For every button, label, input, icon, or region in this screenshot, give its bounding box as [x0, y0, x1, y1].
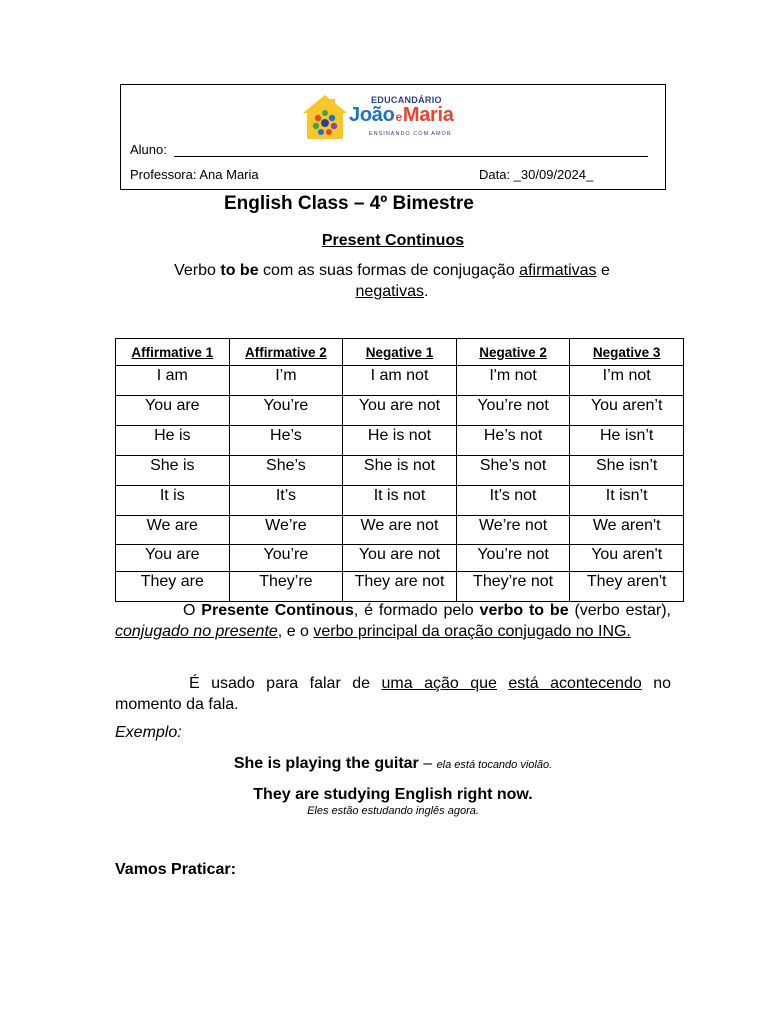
professora-field: Professora: Ana Maria: [130, 167, 259, 182]
table-row: [116, 545, 684, 572]
logo-name-connector: e: [395, 110, 402, 124]
table-row: [116, 486, 684, 516]
table-cell: She isn’t: [570, 456, 684, 486]
table-cell: He is not: [343, 426, 457, 456]
aluno-label: Aluno:: [130, 142, 167, 157]
table-cell: She’s not: [456, 456, 570, 486]
intro-underline: afirmativas: [519, 262, 597, 279]
table-cell: They aren't: [570, 572, 684, 602]
intro-paragraph: [140, 260, 644, 302]
table-cell: It is: [116, 486, 230, 516]
explanation-underline: verbo principal da oração conjugado no ING.: [313, 623, 631, 640]
column-header: Affirmative 2: [229, 339, 343, 366]
table-cell: He’s: [229, 426, 343, 456]
usage-paragraph: [115, 673, 671, 715]
intro-text: .: [424, 283, 429, 300]
example-english: They are studying English right now.: [253, 786, 533, 803]
table-cell: She is: [116, 456, 230, 486]
example-sentence-1: [0, 755, 768, 773]
table-cell: They’re: [229, 572, 343, 602]
intro-text: Verbo: [174, 262, 221, 279]
table-cell: We’re: [229, 516, 343, 545]
house-logo-icon: [299, 93, 351, 141]
example-translation: ela está tocando violão.: [436, 759, 553, 771]
table-cell: You aren't: [570, 545, 684, 572]
table-cell: I'm not: [456, 366, 570, 396]
table-cell: They’re not: [456, 572, 570, 602]
intro-text: com as suas formas de conjugação: [258, 262, 520, 279]
usage-underline: está acontecendo: [508, 675, 642, 692]
practice-heading: Vamos Praticar:: [115, 861, 236, 878]
table-cell: They are not: [343, 572, 457, 602]
table-cell: You’re: [229, 545, 343, 572]
example-english: She is playing the guitar: [233, 755, 419, 772]
table-cell: She is not: [343, 456, 457, 486]
table-cell: We are: [116, 516, 230, 545]
logo-slogan: ENSINANDO COM AMOR: [369, 131, 452, 137]
explanation-text: O: [183, 602, 202, 619]
page-title: English Class – 4º Bimestre: [224, 193, 474, 214]
table-header-row: [116, 339, 684, 366]
usage-text: É usado para falar de: [189, 675, 382, 692]
table-cell: It’s: [229, 486, 343, 516]
table-row: [116, 516, 684, 545]
school-logo: [299, 93, 479, 141]
table-row: [116, 572, 684, 602]
lesson-subtitle: Present Continuos: [321, 232, 465, 249]
intro-bold: to be: [220, 262, 259, 279]
logo-name-part1: João: [349, 104, 395, 126]
example-separator: –: [418, 755, 437, 772]
logo-school-name: [349, 104, 454, 127]
table-cell: She’s: [229, 456, 343, 486]
table-cell: You are not: [343, 545, 457, 572]
table-cell: He’s not: [456, 426, 570, 456]
usage-text: [497, 675, 508, 692]
table-cell: We are not: [343, 516, 457, 545]
table-cell: He is: [116, 426, 230, 456]
table-cell: We aren't: [570, 516, 684, 545]
conjugation-table: [115, 338, 684, 602]
table-cell: You’re: [229, 396, 343, 426]
table-cell: It’s not: [456, 486, 570, 516]
table-cell: I am: [116, 366, 230, 396]
table-cell: You are: [116, 545, 230, 572]
intro-text: e: [596, 262, 610, 279]
table-row: [116, 456, 684, 486]
column-header: Affirmative 1: [116, 339, 230, 366]
aluno-fill-line[interactable]: [174, 156, 648, 157]
table-cell: It is not: [343, 486, 457, 516]
table-cell: I am not: [343, 366, 457, 396]
intro-underline: negativas: [355, 283, 425, 300]
table-cell: You aren’t: [570, 396, 684, 426]
example-label: Exemplo:: [115, 724, 182, 741]
logo-name-part2: Maria: [402, 104, 454, 126]
table-cell: You are not: [343, 396, 457, 426]
table-row: [116, 396, 684, 426]
header-box: [120, 84, 666, 190]
explanation-paragraph: [115, 600, 671, 642]
example-sentence-2: [0, 786, 768, 817]
explanation-text: , e o: [277, 623, 314, 640]
table-row: [116, 366, 684, 396]
usage-text: no momento da fala.: [115, 675, 672, 713]
table-row: [116, 426, 684, 456]
usage-underline: uma ação que: [381, 675, 497, 692]
table-cell: They are: [116, 572, 230, 602]
explanation-text: (verbo estar),: [568, 602, 671, 619]
logo-school-text: EDUCANDÁRIO: [371, 95, 442, 105]
table-cell: You’re not: [456, 545, 570, 572]
date-field: Data: _30/09/2024_: [479, 167, 594, 182]
column-header: Negative 2: [456, 339, 570, 366]
explanation-italic-underline: conjugado no presente: [115, 623, 278, 640]
example-translation: Eles estão estudando inglês agora.: [307, 805, 479, 817]
table-cell: It isn’t: [570, 486, 684, 516]
table-cell: I’m not: [570, 366, 684, 396]
explanation-text: , é formado pelo: [353, 602, 480, 619]
explanation-bold: verbo to be: [479, 602, 569, 619]
table-cell: You’re not: [456, 396, 570, 426]
column-header: Negative 3: [570, 339, 684, 366]
column-header: Negative 1: [343, 339, 457, 366]
table-cell: You are: [116, 396, 230, 426]
table-cell: We’re not: [456, 516, 570, 545]
table-cell: I’m: [229, 366, 343, 396]
table-cell: He isn’t: [570, 426, 684, 456]
explanation-bold: Presente Continous: [201, 602, 354, 619]
